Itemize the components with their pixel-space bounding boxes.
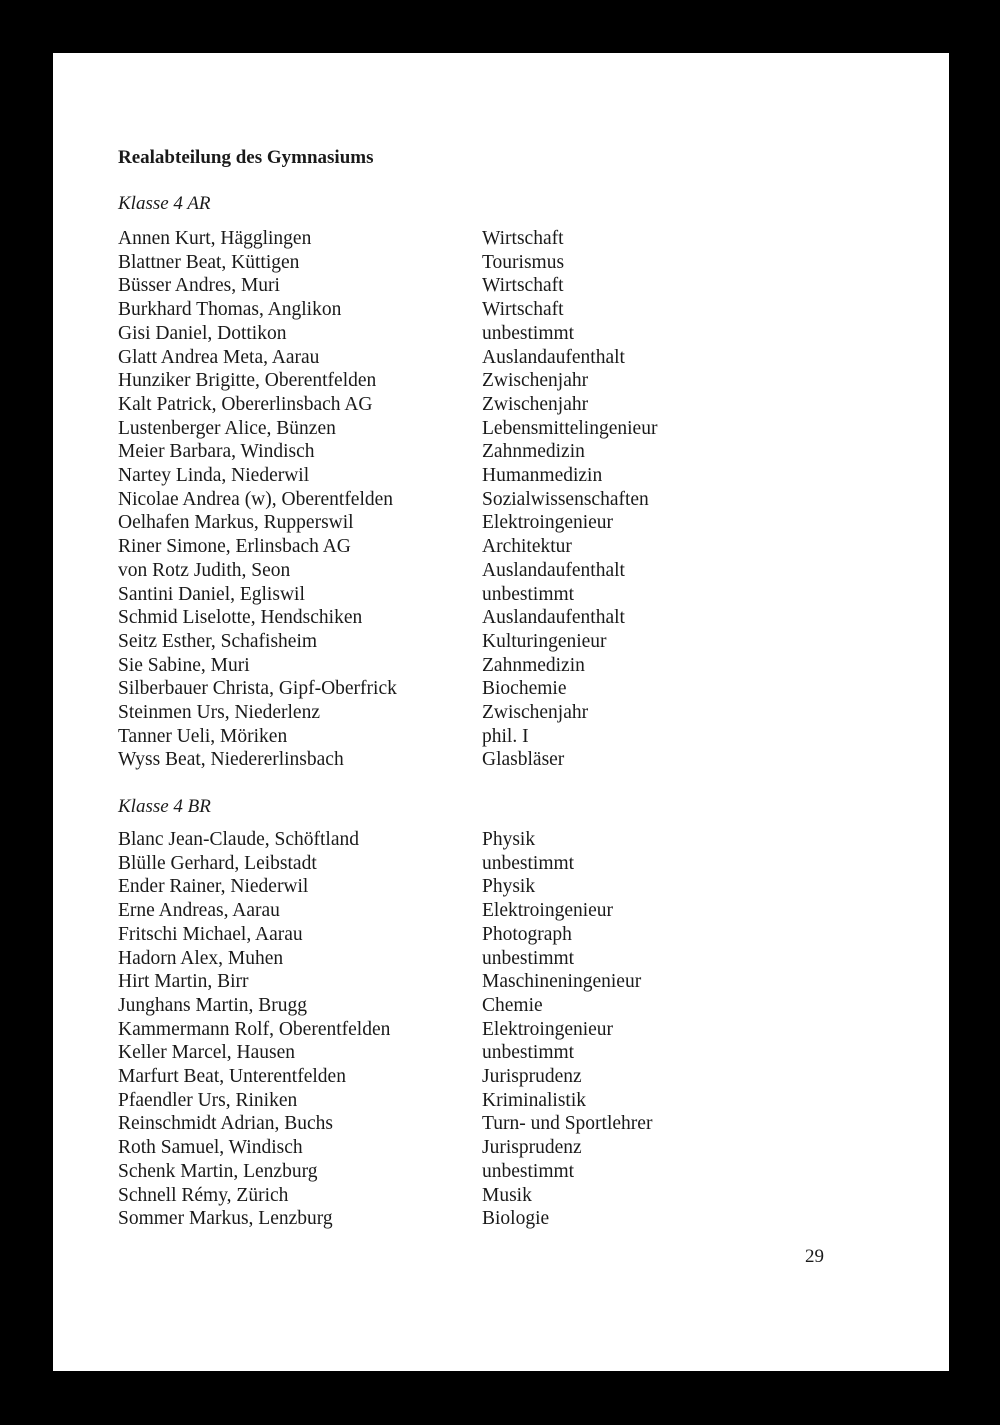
student-name: Schnell Rémy, Zürich [118,1184,289,1206]
student-name: Ender Rainer, Niederwil [118,876,309,898]
list-item [118,559,738,583]
student-subject: Elektroingenieur [482,512,614,534]
list-item [118,1112,738,1136]
student-name: Tanner Ueli, Möriken [118,725,288,747]
list-item [118,464,738,488]
student-subject: Physik [482,829,536,850]
student-subject: Jurisprudenz [482,1137,582,1159]
list-item [118,875,738,899]
list-item [118,1160,738,1184]
list-item [118,725,738,749]
student-subject: unbestimmt [482,1042,575,1064]
student-name: Oelhafen Markus, Rupperswil [118,512,354,534]
student-subject: Kulturingenieur [482,630,607,652]
list-item [118,393,738,417]
student-subject: Tourismus [482,251,565,273]
student-name: Nartey Linda, Niederwil [118,465,310,487]
list-item [118,322,738,346]
list-item [118,417,738,441]
list-item [118,369,738,393]
student-name: Marfurt Beat, Unterentfelden [118,1066,346,1088]
student-subject: Kriminalistik [482,1089,586,1111]
student-subject: Elektroingenieur [482,1018,614,1040]
student-name: Meier Barbara, Windisch [118,441,315,463]
list-item [118,1207,738,1231]
student-name: Büsser Andres, Muri [118,275,280,297]
student-subject: unbestimmt [482,583,575,605]
student-subject: Wirtschaft [482,299,564,321]
student-subject: Zwischenjahr [482,370,589,392]
student-subject: Zahnmedizin [482,654,585,676]
student-name: Lustenberger Alice, Bünzen [118,417,336,439]
list-item [118,583,738,607]
student-subject: Biologie [482,1208,550,1230]
student-name: Riner Simone, Erlinsbach AG [118,536,351,558]
student-name: Burkhard Thomas, Anglikon [118,299,342,321]
list-item [118,298,738,322]
student-name: Sommer Markus, Lenzburg [118,1208,333,1230]
student-name: Annen Kurt, Hägglingen [118,228,312,249]
student-name: Schenk Martin, Lenzburg [118,1160,318,1182]
student-subject: Architektur [482,536,572,558]
list-item [118,630,738,654]
student-name: Roth Samuel, Windisch [118,1137,303,1159]
student-name: Silberbauer Christa, Gipf-Oberfrick [118,678,397,700]
section-heading: Realabteilung des Gymnasiums [118,147,374,168]
student-name: Wyss Beat, Niedererlinsbach [118,749,344,771]
student-name: Reinschmidt Adrian, Buchs [118,1113,334,1135]
student-subject: Physik [482,876,536,898]
student-name: Kammermann Rolf, Oberentfelden [118,1018,391,1040]
list-item [118,828,738,852]
student-subject: phil. I [482,725,529,747]
student-name: Sie Sabine, Muri [118,654,250,676]
student-name: Schmid Liselotte, Hendschiken [118,607,363,629]
class-label-4ar: Klasse 4 AR [118,193,211,214]
list-item [118,488,738,512]
student-subject: Humanmedizin [482,465,603,487]
list-item [118,1018,738,1042]
list-item [118,274,738,298]
list-item [118,511,738,535]
student-name: Blülle Gerhard, Leibstadt [118,852,317,874]
list-item [118,970,738,994]
student-subject: Jurisprudenz [482,1066,582,1088]
student-name: Santini Daniel, Egliswil [118,583,305,605]
list-item [118,994,738,1018]
student-subject: Wirtschaft [482,275,564,297]
list-item [118,1089,738,1113]
student-subject: Turn- und Sportlehrer [482,1113,653,1135]
student-subject: unbestimmt [482,322,575,344]
student-name: Seitz Esther, Schafisheim [118,630,318,652]
student-subject: Zwischenjahr [482,702,589,724]
list-item [118,346,738,370]
student-list-4ar [118,227,738,772]
page-number: 29 [805,1246,824,1267]
student-subject: Auslandaufenthalt [482,346,625,368]
list-item [118,251,738,275]
list-item [118,1184,738,1208]
list-item [118,1065,738,1089]
student-subject: Photograph [482,923,572,945]
list-item [118,1136,738,1160]
list-item [118,677,738,701]
student-name: Erne Andreas, Aarau [118,900,280,922]
student-subject: Zwischenjahr [482,393,589,415]
list-item [118,852,738,876]
list-item [118,923,738,947]
student-name: Nicolae Andrea (w), Oberentfelden [118,488,394,510]
student-subject: Wirtschaft [482,228,564,249]
student-name: Blanc Jean-Claude, Schöftland [118,829,359,850]
student-subject: Musik [482,1184,532,1206]
student-name: Fritschi Michael, Aarau [118,923,303,945]
student-subject: Auslandaufenthalt [482,559,625,581]
student-name: Gisi Daniel, Dottikon [118,322,287,344]
list-item [118,1041,738,1065]
student-subject: Maschineningenieur [482,971,642,993]
student-subject: Chemie [482,994,543,1016]
list-item [118,701,738,725]
list-item [118,227,738,251]
list-item [118,947,738,971]
student-name: Hunziker Brigitte, Oberentfelden [118,370,377,392]
student-subject: Elektroingenieur [482,900,614,922]
list-item [118,440,738,464]
student-name: Hadorn Alex, Muhen [118,947,284,969]
student-subject: unbestimmt [482,1160,575,1182]
student-subject: unbestimmt [482,947,575,969]
student-subject: Auslandaufenthalt [482,607,625,629]
student-name: Blattner Beat, Küttigen [118,251,300,273]
student-subject: Biochemie [482,678,567,700]
student-name: Kalt Patrick, Obererlinsbach AG [118,393,373,415]
list-item [118,748,738,772]
student-name: von Rotz Judith, Seon [118,559,291,581]
student-subject: Glasbläser [482,749,565,771]
list-item [118,654,738,678]
student-name: Junghans Martin, Brugg [118,994,308,1016]
list-item [118,606,738,630]
student-subject: Zahnmedizin [482,441,585,463]
student-subject: Sozialwissenschaften [482,488,649,510]
class-label-4br: Klasse 4 BR [118,796,211,817]
student-subject: unbestimmt [482,852,575,874]
list-item [118,899,738,923]
student-list-4br [118,828,738,1231]
document-page [53,53,949,1371]
student-subject: Lebensmittelingenieur [482,417,658,439]
student-name: Steinmen Urs, Niederlenz [118,702,320,724]
list-item [118,535,738,559]
student-name: Hirt Martin, Birr [118,971,249,993]
student-name: Pfaendler Urs, Riniken [118,1089,298,1111]
student-name: Keller Marcel, Hausen [118,1042,296,1064]
student-name: Glatt Andrea Meta, Aarau [118,346,320,368]
